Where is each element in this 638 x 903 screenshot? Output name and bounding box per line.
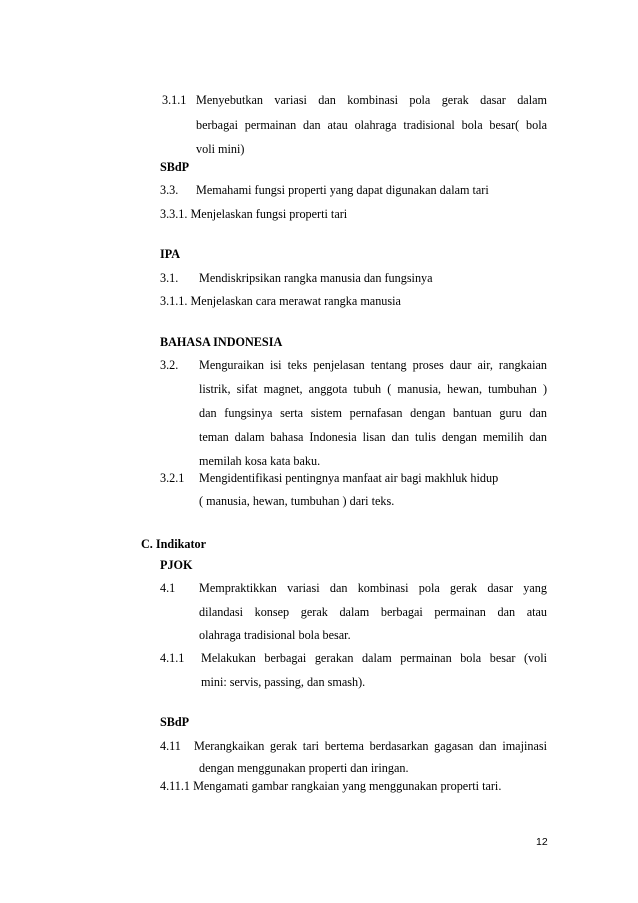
section-heading-sbdp-indikator: SBdP (160, 715, 190, 729)
item-3-2-1-text-line-1: Mengidentifikasi pentingnya manfaat air bagi makhluk hidup (199, 471, 499, 485)
item-3-1-1-text-line-3: voli mini) (196, 142, 245, 156)
item-3-1-1-text-line-1: Menyebutkan variasi dan kombinasi pola gerak dasar dalam (196, 93, 547, 107)
section-heading-indikator: C. Indikator (141, 537, 207, 551)
item-4-11-text-line-2: dengan menggunakan properti dan iringan. (199, 761, 409, 775)
item-4-11-1: 4.11.1 Mengamati gambar rangkaian yang menggunakan properti tari. (160, 779, 502, 793)
item-3-3-number: 3.3. (160, 183, 179, 197)
item-3-1-number: 3.1. (160, 271, 179, 285)
item-4-1-number: 4.1 (160, 581, 176, 595)
item-3-2-text-line-1: Menguraikan isi teks penjelasan tentang proses daur air, rangkaian (199, 358, 547, 372)
item-4-1-1-number: 4.1.1 (160, 651, 185, 665)
section-heading-sbdp: SBdP (160, 160, 190, 174)
item-3-3-text: Memahami fungsi properti yang dapat digunakan dalam tari (196, 183, 489, 197)
section-heading-bahasa-indonesia: BAHASA INDONESIA (160, 335, 283, 349)
item-3-2-text-line-5: memilah kosa kata baku. (199, 454, 321, 468)
item-3-2-text-line-4: teman dalam bahasa Indonesia lisan dan tulis dengan memilih dan (199, 430, 547, 444)
page-number: 12 (536, 836, 548, 848)
item-3-2-text-line-3: dan fungsinya serta sistem pernafasan dengan bantuan guru dan (199, 406, 547, 420)
item-4-11-text-line-1: Merangkaikan gerak tari bertema berdasarkan gagasan dan imajinasi (194, 739, 547, 753)
item-4-1-text-line-3: olahraga tradisional bola besar. (199, 628, 351, 642)
item-4-1-text-line-2: dilandasi konsep gerak dalam berbagai permainan dan atau (199, 605, 547, 619)
item-3-2-text-line-2: listrik, sifat magnet, anggota tubuh ( manusia, hewan, tumbuhan ) (199, 382, 547, 396)
item-3-1-1-ipa: 3.1.1. Menjelaskan cara merawat rangka manusia (160, 294, 401, 308)
item-3-2-1-text-line-2: ( manusia, hewan, tumbuhan ) dari teks. (199, 494, 395, 508)
item-4-1-1-text-line-1: Melakukan berbagai gerakan dalam permainan bola besar (voli (201, 651, 547, 665)
item-3-1-1-text-line-2: berbagai permainan dan atau olahraga tradisional bola besar( bola (196, 118, 547, 132)
item-3-2-1-number: 3.2.1 (160, 471, 185, 485)
item-4-1-1-text-line-2: mini: servis, passing, dan smash). (201, 675, 366, 689)
item-3-1-1-number: 3.1.1 (162, 93, 187, 107)
section-heading-pjok: PJOK (160, 558, 193, 572)
section-heading-ipa: IPA (160, 247, 181, 261)
item-4-11-number: 4.11 (160, 739, 181, 753)
item-3-3-1: 3.3.1. Menjelaskan fungsi properti tari (160, 207, 348, 221)
item-3-1-text: Mendiskripsikan rangka manusia dan fungsinya (199, 271, 433, 285)
item-3-2-number: 3.2. (160, 358, 179, 372)
item-4-1-text-line-1: Mempraktikkan variasi dan kombinasi pola gerak dasar yang (199, 581, 547, 595)
